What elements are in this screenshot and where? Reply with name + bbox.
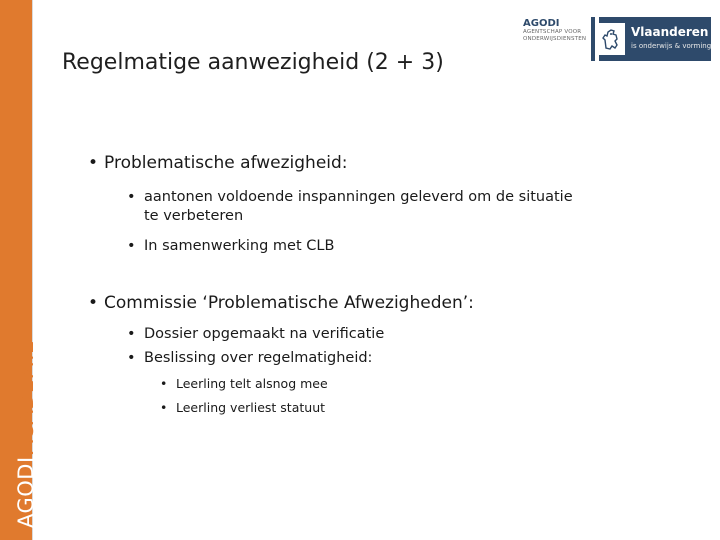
side-logo-word-academie: ACADEMIE (14, 340, 38, 455)
bullet-marker: • (127, 238, 136, 254)
vlaanderen-logo (595, 17, 711, 61)
bullet-level3 (160, 400, 325, 415)
bullet-text: Problematische afwezigheid: (104, 153, 348, 173)
bullet-marker: • (160, 376, 168, 391)
bullet-text: Commissie ‘Problematische Afwezigheden’: (104, 293, 474, 313)
vlaanderen-logo-name: Vlaanderen (631, 25, 709, 39)
bullet-level2 (127, 349, 372, 368)
agodi-logo-sub1: AGENTSCHAP VOOR (523, 29, 582, 35)
bullet-level1 (88, 153, 348, 173)
side-logo-word-agodi: AGODI (14, 456, 38, 528)
bullet-text: Beslissing over regelmatigheid: (144, 350, 373, 366)
bullet-marker: • (127, 350, 136, 366)
bullet-marker: • (127, 189, 136, 205)
bullet-marker: • (88, 153, 99, 173)
bullet-marker: • (160, 400, 168, 415)
vlaanderen-logo-subtitle: is onderwijs & vorming (631, 42, 712, 50)
bullet-level3 (160, 376, 328, 391)
bullet-text: Leerling telt alsnog mee (176, 376, 328, 391)
agodi-logo-sub2: ONDERWIJSDIENSTEN (523, 36, 587, 42)
bullet-text: Leerling verliest statuut (176, 400, 326, 415)
bullet-text: aantonen voldoende inspanningen geleverd om de situatie te verbeteren (144, 189, 573, 224)
agodi-academie-logo (16, 340, 37, 528)
bullet-marker: • (88, 293, 99, 313)
bullet-marker: • (127, 326, 136, 342)
bullet-text: Dossier opgemaakt na verificatie (144, 326, 385, 342)
bullet-level2 (127, 237, 334, 256)
bullet-level2 (127, 325, 384, 344)
slide-title: Regelmatige aanwezigheid (2 + 3) (62, 50, 444, 75)
bullet-level2 (127, 188, 597, 226)
bullet-level1 (88, 293, 474, 313)
agodi-logo (523, 18, 585, 60)
agodi-logo-name: AGODI (523, 18, 560, 29)
flemish-lion-icon (597, 23, 625, 55)
bullet-text: In samenwerking met CLB (144, 238, 335, 254)
